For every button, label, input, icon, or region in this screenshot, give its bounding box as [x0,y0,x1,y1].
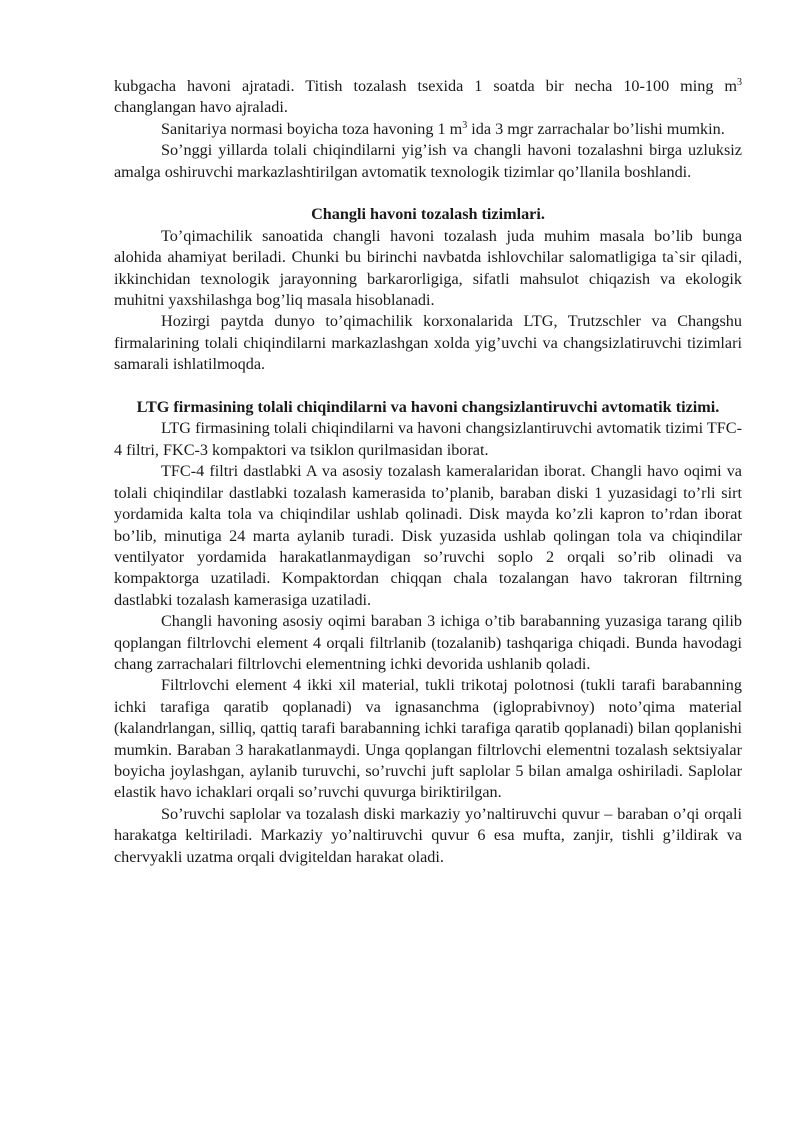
subsection-heading: LTG firmasining tolali chiqindilarni va havoni changsizlantiruvchi avtomatik tizimi. [136,398,720,417]
document-page [114,76,742,868]
spacer [114,376,742,397]
paragraph-air-flow: Changli havoning asosiy oqimi baraban 3 ichiga o’tib barabanning yuzasiga tarang qilib qoplangan filtrlovchi element 4 orqali filtrlanib (tozalanib) tashqariga chiqadi. Bunda havodagi chang zarrachalari filtrlovchi elementning ichki devorida ushlanib qoladi. [114,612,742,673]
paragraph-firms: Hozirgi paytda dunyo to’qimachilik korxonalarida LTG, Trutzschler va Changshu firmalarining tolali chiqindilarni markazlashgan xolda yig’uvchi va changsizlatiruvchi tizimlari samarali ishlatilmoqda. [114,312,742,374]
paragraph-filter-element: Filtrlovchi element 4 ikki xil material, tukli trikotaj polotnosi (tukli tarafi barabanning ichki tarafiga qaratib qoplanadi) va ignasanchma (igloprabivnoy) noto’qima material (kalandrlangan, silliq, qattiq tarafi barabanning ichki tarafiga qaratib qoplanadi) bilan qoplanishi mumkin. Baraban 3 harakatlanmaydi. Unga qoplangan filtrlovchi elementni tozalash sektsiyalar boyicha joylashgan, aylanib turuvchi, so’ruvchi juft saplolar 5 bilan amalga oshiriladi. Saplolar elastik havo ichaklari orqali so’ruvchi quvurga biriktirilgan. [114,676,742,802]
paragraph-automatic-systems: So’nggi yillarda tolali chiqindilarni yig’ish va changli havoni tozalashni birga uzluksiz amalga oshiruvchi markazlashtirilgan avtomatik texnologik tizimlar qo’llanila boshlandi. [114,141,742,181]
paragraph-tfc4-filter: TFC-4 filtri dastlabki A va asosiy tozalash kameralaridan iborat. Changli havo oqimi va tolali chiqindilar dastlabki tozalash kamerasida to’planib, baraban diski 1 yuzasidagi to’rli sirt yordamida kalta tola va chiqindilar ushlab qolinadi. Disk mayda ko’zli kapron to’rdan iborat bo’lib, minutiga 24 marta aylanib turadi. Disk yuzasida ushlab qolingan tola va chiqindilar ventilyator yordamida harakatlanmaydigan so’ruvchi soplo 2 orqali so’rib olinadi va kompaktorga uzatiladi. Kompaktordan chiqqan chala tozalangan havo takroran filtrning dastlabki tozalash kamerasiga uzatiladi. [114,462,742,609]
superscript: 3 [462,119,468,131]
superscript: 3 [737,77,742,88]
paragraph-importance: To’qimachilik sanoatida changli havoni tozalash juda muhim masala bo’lib bunga alohida ahamiyat beriladi. Chunki bu birinchi navbatda ishlovchilar salomatligiga ta`sir qiladi, ikkinchidan texnologik jarayonning barkarorligiga, sifatli mahsulot chiqazish va ekologik muhitni yaxshilashga bog’liq masala hisoblanadi. [114,226,742,310]
spacer [114,183,742,204]
paragraph-continuation: kubgacha havoni ajratadi. Titish tozalash tsexida 1 soatda bir necha 10-100 ming $m^3$ changlangan havo ajraladi. [114,77,742,117]
paragraph-sanitary-norm: Sanitariya normasi boyicha toza havoning 1 $m^3$ ida 3 mgr zarrachalar bo’lishi mumkin. [161,119,725,138]
paragraph-ltg-system: LTG firmasining tolali chiqindilarni va havoni changsizlantiruvchi avtomatik tizimi TFC-4 filtri, FKC-3 kompaktori va tsiklon qurilmasidan iborat. [114,419,742,459]
paragraph-suction-nozzles: So’ruvchi saplolar va tozalash diski markaziy yo’naltiruvchi quvur – baraban o’qi orqali harakatga keltiriladi. Markaziy yo’naltiruvchi quvur 6 esa mufta, zanjir, tishli g’ildirak va chervyakli uzatma orqali dvigiteldan harakat oladi. [114,804,742,866]
section-heading: Changli havoni tozalash tizimlari. [311,205,545,224]
